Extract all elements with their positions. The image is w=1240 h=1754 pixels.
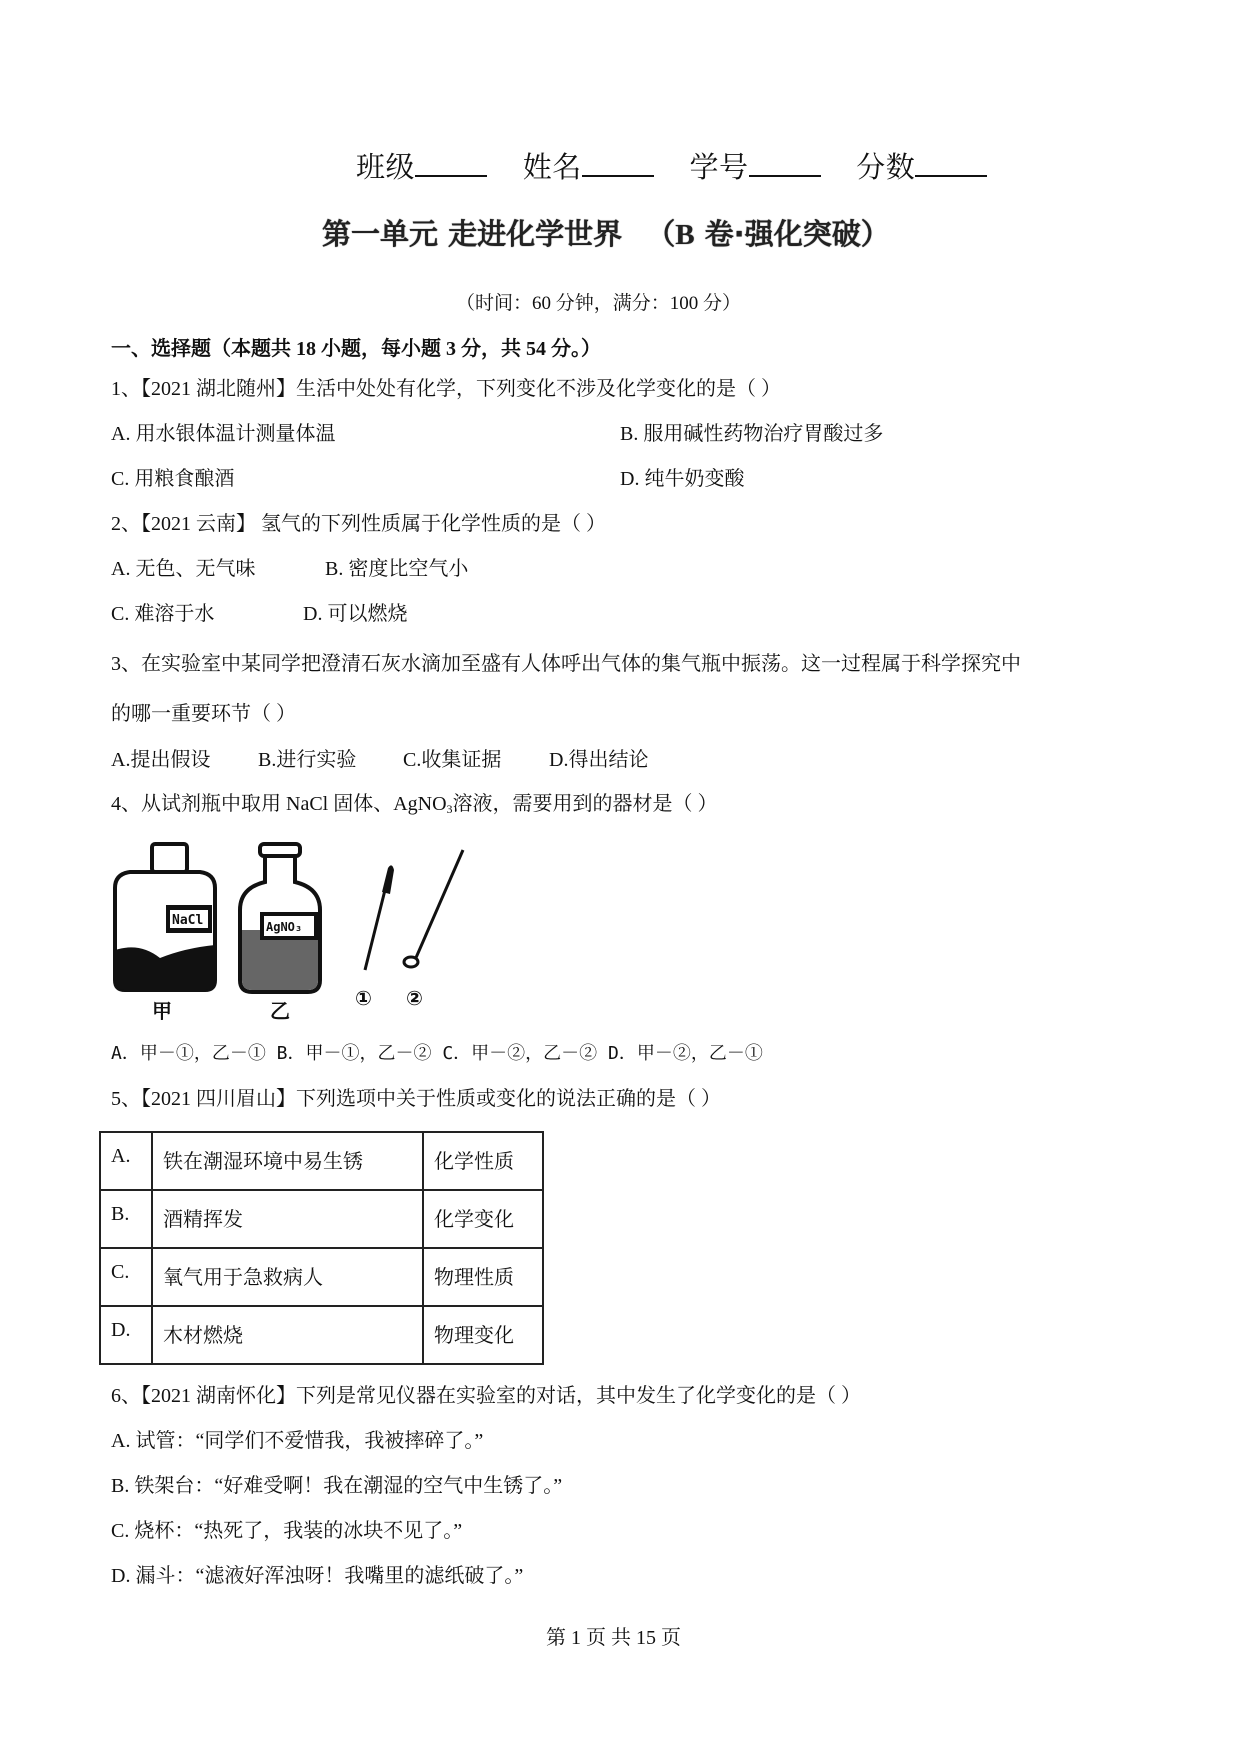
q5-options-table <box>99 1131 544 1365</box>
q3-option-d[interactable]: D.得出结论 <box>549 749 649 771</box>
student-id-label: 学号 <box>689 152 749 184</box>
table-cell-letter: D. <box>100 1306 152 1364</box>
score-blank[interactable] <box>915 151 987 177</box>
q3-option-a[interactable]: A.提出假设 <box>111 749 211 771</box>
table-cell-letter: A. <box>100 1132 152 1190</box>
table-row[interactable] <box>100 1248 543 1306</box>
section-title: 一、选择题（本题共 18 小题，每小题 3 分，共 54 分。） <box>111 338 601 360</box>
q1-option-d[interactable]: D. 纯牛奶变酸 <box>620 468 745 490</box>
bottle-nacl-icon <box>115 844 215 990</box>
table-cell-classification: 化学性质 <box>423 1132 543 1190</box>
q4-stem-text-end: 溶液，需要用到的器材是（ ） <box>452 793 718 815</box>
question-3-stem-line2: 的哪一重要环节（ ） <box>111 703 296 725</box>
question-2-stem: 2、【2021 云南】 氢气的下列性质属于化学性质的是（ ） <box>111 513 606 535</box>
question-6-stem: 6、【2021 湖南怀化】下列是常见仪器在实验室的对话，其中发生了化学变化的是（ ） <box>111 1385 861 1407</box>
question-5-stem: 5、【2021 四川眉山】下列选项中关于性质或变化的说法正确的是（ ） <box>111 1088 721 1110</box>
table-cell-statement: 氧气用于急救病人 <box>152 1248 423 1306</box>
q3-option-b[interactable]: B.进行实验 <box>258 749 357 771</box>
reagent-bottles-figure <box>110 830 470 1020</box>
name-blank[interactable] <box>582 151 654 177</box>
svg-text:AgNO₃: AgNO₃ <box>266 920 303 934</box>
student-info-line <box>356 145 987 186</box>
table-cell-classification: 物理性质 <box>423 1248 543 1306</box>
title-paren: （ <box>646 217 676 251</box>
svg-text:②: ② <box>406 986 423 1010</box>
q2-option-d[interactable]: D. 可以燃烧 <box>303 603 408 625</box>
q6-option-a[interactable]: A. 试管：“同学们不爱惜我，我被摔碎了。” <box>111 1430 484 1452</box>
svg-text:NaCl: NaCl <box>172 913 204 928</box>
score-label: 分数 <box>856 152 916 184</box>
table-cell-classification: 化学变化 <box>423 1190 543 1248</box>
bottle-agno3-icon <box>240 844 320 992</box>
q2-option-a[interactable]: A. 无色、无气味 <box>111 558 256 580</box>
page-number: 第 1 页 共 15 页 <box>546 1627 681 1649</box>
q1-option-b[interactable]: B. 服用碱性药物治疗胃酸过多 <box>620 423 884 445</box>
svg-text:乙: 乙 <box>270 999 290 1020</box>
table-row[interactable] <box>100 1306 543 1364</box>
title-volume: 卷·强化突破） <box>694 217 890 251</box>
q2-option-b[interactable]: B. 密度比空气小 <box>325 558 469 580</box>
q6-option-d[interactable]: D. 漏斗：“滤液好浑浊呀！我嘴里的滤纸破了。” <box>111 1565 524 1587</box>
table-row[interactable] <box>100 1132 543 1190</box>
table-cell-statement: 酒精挥发 <box>152 1190 423 1248</box>
table-row[interactable] <box>100 1190 543 1248</box>
table-cell-statement: 木材燃烧 <box>152 1306 423 1364</box>
table-cell-statement: 铁在潮湿环境中易生锈 <box>152 1132 423 1190</box>
title-unit: 第一单元 走进化学世界 <box>322 217 623 251</box>
q6-option-c[interactable]: C. 烧杯：“热死了，我装的冰块不见了。” <box>111 1520 463 1542</box>
exam-duration: （时间：60 分钟，满分：100 分） <box>456 293 742 314</box>
q1-option-a[interactable]: A. 用水银体温计测量体温 <box>111 423 336 445</box>
q2-option-c[interactable]: C. 难溶于水 <box>111 603 215 625</box>
class-blank[interactable] <box>415 151 487 177</box>
table-cell-letter: B. <box>100 1190 152 1248</box>
q6-option-b[interactable]: B. 铁架台：“好难受啊！我在潮湿的空气中生锈了。” <box>111 1475 563 1497</box>
class-label: 班级 <box>356 152 416 184</box>
question-4-stem <box>111 792 718 821</box>
page-title <box>322 212 890 253</box>
medicine-spoon-icon <box>404 850 463 967</box>
svg-text:甲: 甲 <box>152 999 172 1020</box>
name-label: 姓名 <box>522 152 582 184</box>
lab-equipment-illustration <box>110 830 470 1020</box>
q4-subscript: 3 <box>446 802 453 816</box>
q4-options[interactable]: A．甲－①，乙－① B．甲－①，乙－② C．甲－②，乙－② D．甲－②，乙－① <box>111 1043 763 1064</box>
table-cell-classification: 物理变化 <box>423 1306 543 1364</box>
q4-stem-text: 4、从试剂瓶中取用 NaCl 固体、AgNO <box>111 793 447 815</box>
question-3-stem-line1: 3、在实验室中某同学把澄清石灰水滴加至盛有人体呼出气体的集气瓶中振荡。这一过程属于科学探究中 <box>111 653 1021 675</box>
question-1-stem: 1、【2021 湖北随州】生活中处处有化学，下列变化不涉及化学变化的是（ ） <box>111 378 781 400</box>
svg-text:①: ① <box>355 986 372 1010</box>
title-volume-letter: B <box>675 219 695 251</box>
student-id-blank[interactable] <box>749 151 821 177</box>
q1-option-c[interactable]: C. 用粮食酿酒 <box>111 468 235 490</box>
dropper-icon <box>365 865 394 970</box>
table-cell-letter: C. <box>100 1248 152 1306</box>
q3-option-c[interactable]: C.收集证据 <box>403 749 502 771</box>
